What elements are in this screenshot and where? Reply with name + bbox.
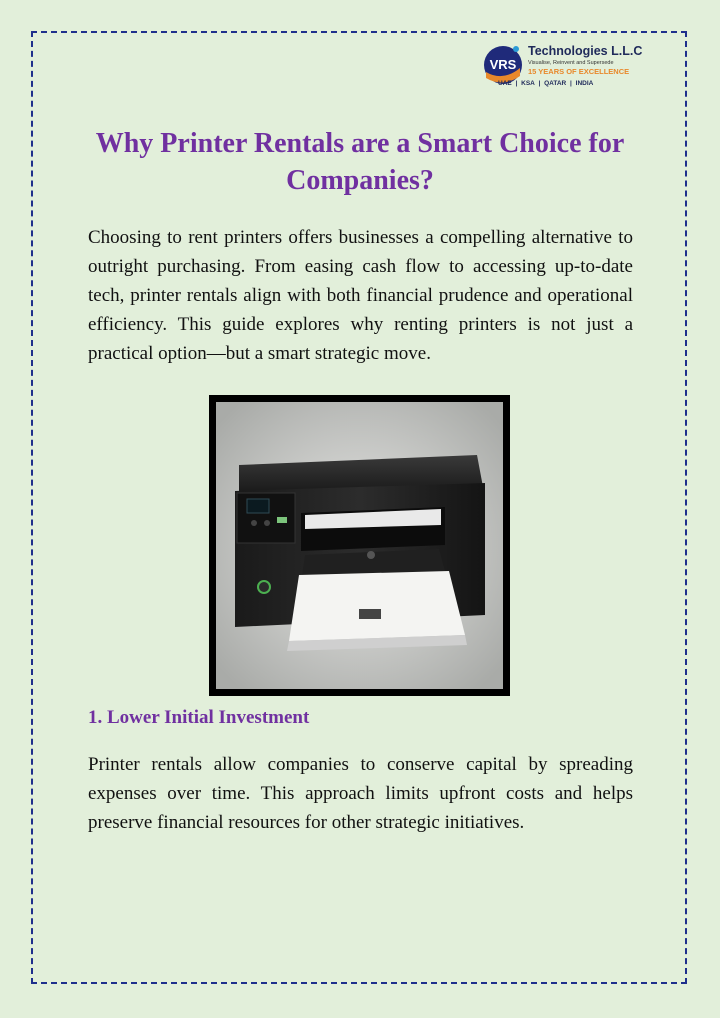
- logo-mark-text: VRS: [489, 57, 517, 72]
- logo-excellence: 15 YEARS OF EXCELLENCE: [528, 67, 630, 76]
- section-paragraph: Printer rentals allow companies to conserve capital by spreading expenses over time. This approach limits upfront costs and helps preserve financial resources for other strategic initiatives.: [88, 754, 633, 833]
- page-title: Why Printer Rentals are a Smart Choice for Companies?: [95, 128, 625, 196]
- logo-regions: UAE | KSA | QATAR | INDIA: [498, 80, 594, 87]
- logo-tagline: Visualise, Reinvent and Supersede: [528, 60, 614, 66]
- company-logo: [480, 40, 650, 96]
- logo-company-name: Technologies L.L.C: [528, 44, 643, 58]
- printer-illustration: [209, 395, 510, 696]
- printer-photo: [209, 395, 510, 696]
- section-heading: 1. Lower Initial Investment: [88, 707, 310, 728]
- intro-paragraph: Choosing to rent printers offers businesses a compelling alternative to outright purchasing. From easing cash flow to accessing up-to-date tech, printer rentals align with both financial prudence and operational efficiency. This guide explores why renting printers is not just a practical option—but a smart strategic move.: [88, 227, 633, 364]
